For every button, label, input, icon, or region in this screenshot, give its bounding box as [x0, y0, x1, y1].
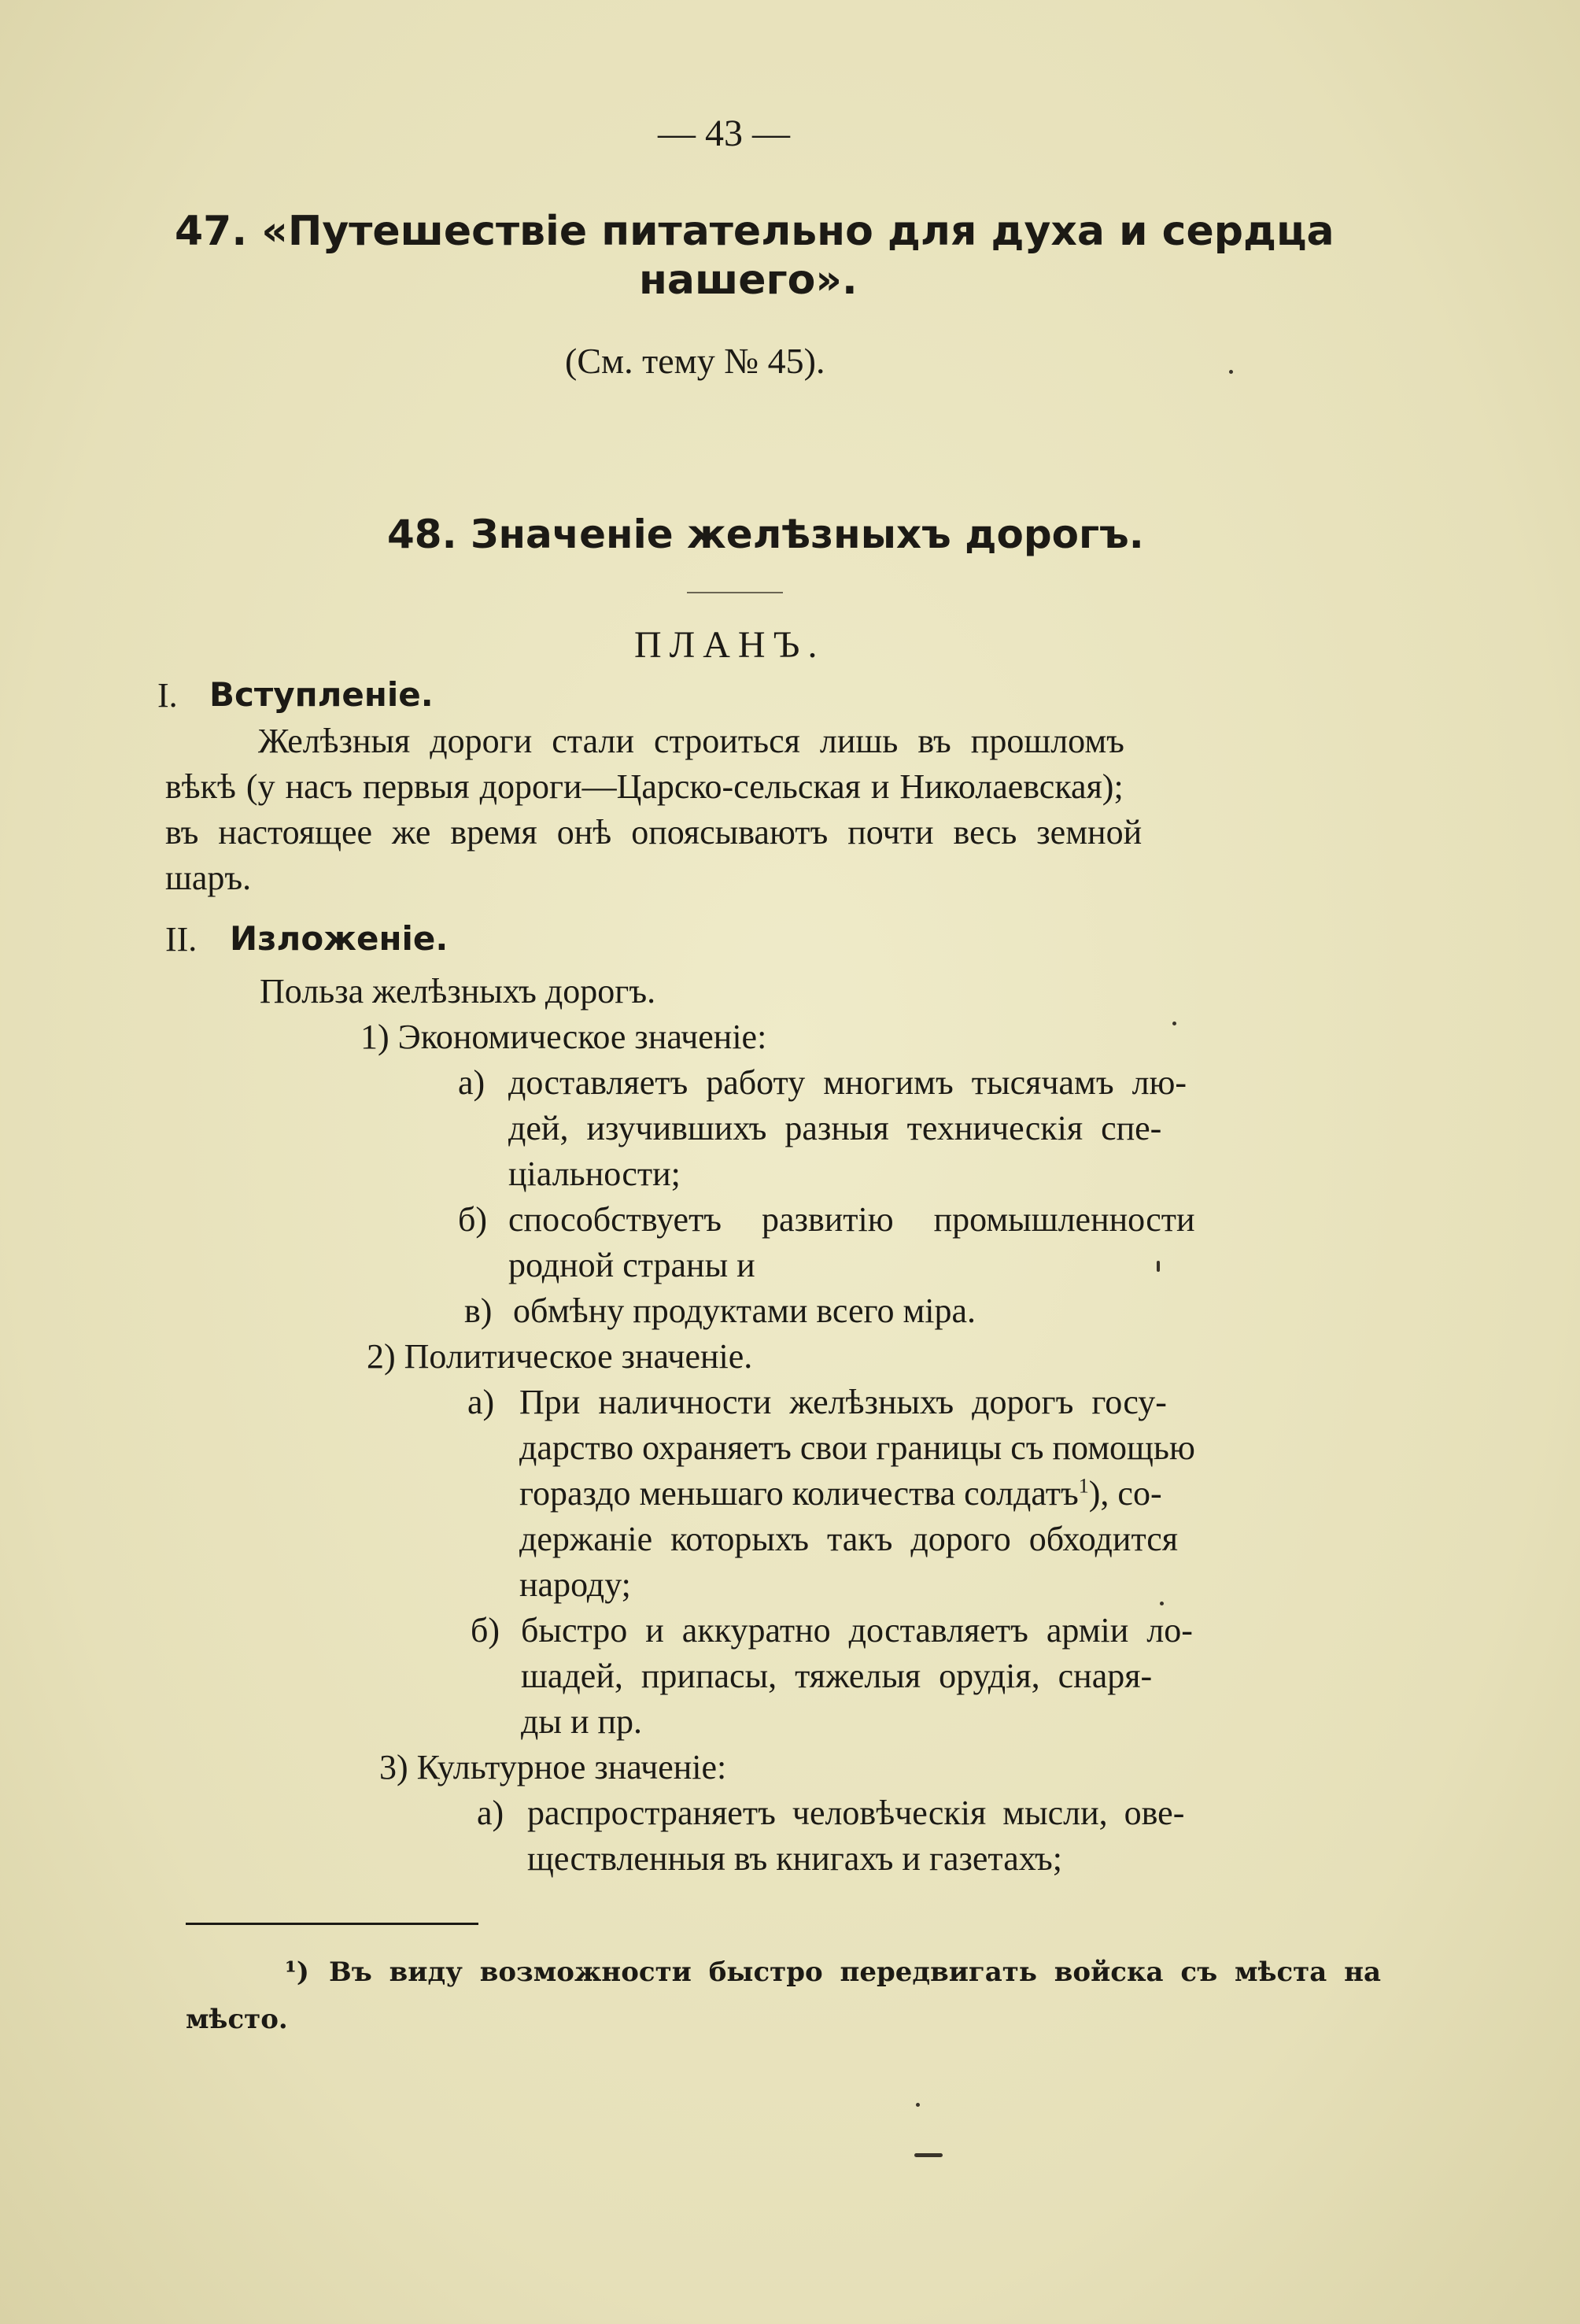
- econ-a-line1: доставляетъ работу многимъ тысячамъ лю-: [508, 1063, 1187, 1102]
- intro-line-1: Желѣзныя дороги стали строиться лишь въ прошломъ: [258, 722, 1124, 760]
- econ-a-line3: ціальности;: [508, 1155, 681, 1193]
- footnote-mark: ¹): [285, 1956, 309, 1988]
- topic-47-title-line2: нашего».: [639, 257, 858, 304]
- section-1-numeral: I.: [157, 676, 178, 715]
- econ-b-line2: родной страны и: [508, 1246, 755, 1284]
- scan-speck: [1160, 1602, 1164, 1605]
- footnote-line2: мѣсто.: [186, 2004, 288, 2035]
- plan-heading: ПЛАНЪ.: [634, 624, 825, 666]
- econ-a-line2: дей, изучившихъ разныя техническія спе-: [508, 1109, 1162, 1147]
- pol-a-line1: При наличности желѣзныхъ дорогъ госу-: [519, 1383, 1167, 1421]
- pol-b-line2: шадей, припасы, тяжелыя орудія, снаря-: [521, 1657, 1153, 1695]
- pol-a-line2: дарство охраняетъ свои границы съ помощью: [519, 1428, 1195, 1467]
- pol-b-label: б): [471, 1611, 500, 1650]
- intro-line-4: шаръ.: [165, 859, 252, 897]
- topic-47-reference: (См. тему № 45).: [565, 341, 825, 381]
- pol-b-line3: ды и пр.: [521, 1702, 643, 1741]
- econ-v-line1: обмѣну продуктами всего міра.: [513, 1291, 976, 1330]
- intro-line-3: въ настоящее же время онѣ опоясываютъ почти весь земной: [165, 813, 1143, 852]
- pol-a-line4: держаніе которыхъ такъ дорого обходится: [519, 1520, 1178, 1558]
- topic-48-title: 48. Значеніе желѣзныхъ дорогъ.: [387, 512, 1144, 557]
- page-number: — 43 —: [658, 113, 790, 154]
- scan-speck: [1157, 1261, 1160, 1272]
- footnote-separator: [186, 1923, 478, 1925]
- scan-speck: [1172, 1022, 1176, 1025]
- intro-line-2: вѣкѣ (у насъ первыя дороги—Царско-сельская и Николаевская);: [165, 767, 1124, 806]
- scan-speck: [916, 2103, 920, 2107]
- footnote-ref-mark: 1: [1078, 1474, 1089, 1498]
- pol-b-line1: быстро и аккуратно доставляетъ арміи ло-: [521, 1611, 1193, 1650]
- footnote-line1: Въ виду возможности быстро передвигать войска съ мѣста на: [329, 1956, 1382, 1988]
- cult-a-label: а): [477, 1794, 504, 1832]
- cult-a-line2: ществленныя въ книгахъ и газетахъ;: [527, 1839, 1063, 1878]
- section-1-title: Вступленіе.: [209, 675, 434, 714]
- scan-speck: [914, 2153, 943, 2157]
- point-cultural: 3) Культурное значеніе:: [379, 1748, 727, 1786]
- pol-a-line3-text: гораздо меньшаго количества солдатъ: [519, 1474, 1079, 1513]
- benefits-intro: Польза желѣзныхъ дорогъ.: [260, 972, 656, 1011]
- econ-b-label: б): [458, 1200, 488, 1239]
- topic-47-title-line1: 47. «Путешествіе питательно для духа и сердца: [175, 208, 1335, 255]
- pol-a-line5: народу;: [519, 1565, 631, 1604]
- point-economic: 1) Экономическое значеніе:: [360, 1018, 767, 1056]
- pol-a-line3-tail: ), со-: [1088, 1474, 1162, 1513]
- heading-divider: [687, 592, 783, 593]
- cult-a-line1: распространяетъ человѣческія мысли, ове-: [527, 1794, 1185, 1832]
- pol-a-label: а): [467, 1383, 495, 1421]
- econ-b-line1: способствуетъ развитію промышленности: [508, 1200, 1195, 1239]
- pol-a-line3: [519, 1473, 1162, 1513]
- point-political: 2) Политическое значеніе.: [367, 1337, 753, 1376]
- section-2-numeral: II.: [165, 920, 198, 959]
- section-2-title: Изложеніе.: [230, 919, 449, 958]
- econ-a-label: а): [458, 1063, 485, 1102]
- econ-v-label: в): [464, 1291, 493, 1330]
- scan-speck: [1229, 370, 1233, 374]
